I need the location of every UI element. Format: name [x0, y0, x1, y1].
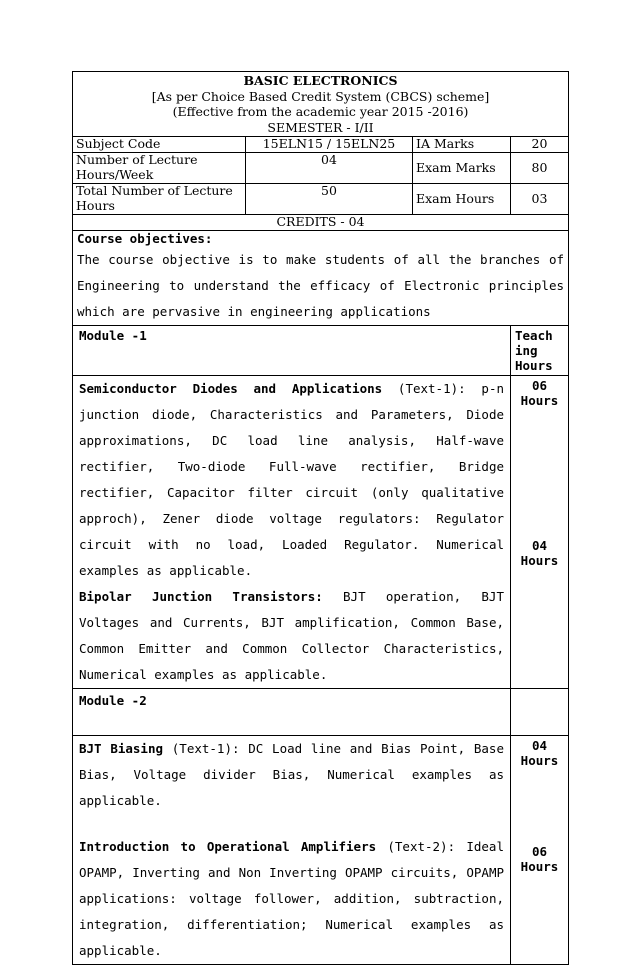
subject-code-value: 15ELN15 / 15ELN25 — [246, 137, 413, 153]
lecture-hours-value: 04 — [246, 153, 413, 184]
module1-body-row — [73, 375, 569, 688]
module1-title: Module -1 — [73, 325, 511, 375]
exam-hours-label: Exam Hours — [413, 184, 511, 215]
hours-unit: Hours — [520, 858, 559, 874]
effective-line: (Effective from the academic year 2015 -2016) — [172, 104, 469, 119]
lecture-hours-row — [73, 153, 569, 184]
topic-diodes-ref: (Text-1): — [382, 380, 482, 396]
topic-opamp-ref: (Text-2): — [376, 838, 467, 854]
exam-marks-value: 80 — [511, 153, 569, 184]
topic-diodes-title: Semiconductor Diodes and Applications — [79, 380, 383, 396]
module1-topic2-hours — [511, 538, 568, 568]
hours-number: 06 — [531, 843, 548, 859]
topic-biasing-text: (Text-1): DC Load line and Bias Point, Base Bias, Voltage divider Bias, Numerical examples as applicable. — [79, 740, 504, 808]
semester-line: SEMESTER - I/II — [267, 119, 374, 135]
exam-hours-value: 03 — [511, 184, 569, 215]
topic-diodes-text: p-n junction diode, Characteristics and Parameters, Diode approximations, DC load line analysis, Half-wave rectifier, Two-diode Full-wave rectifier, Bridge rectifier, Capacitor filter circuit (only qualitative approch), Zener diode voltage regulators: Regulator circuit with no load, Loaded Regulator. Numerical examples as applicable. — [79, 380, 504, 578]
header-row — [73, 72, 569, 137]
topic-opamp-text: Ideal OPAMP, Inverting and Non Inverting OPAMP circuits, OPAMP applications: voltage follower, addition, subtraction, integration, differentiation; Numerical examples as applicable. — [79, 838, 504, 958]
objectives-text: The course objective is to make students of all the branches of Engineering to understand the efficacy of Electronic principles which are pervasive in engineering applications — [77, 251, 564, 319]
module2-content — [73, 735, 511, 964]
exam-marks-label: Exam Marks — [413, 153, 511, 184]
credits-cell: CREDITS - 04 — [73, 215, 569, 231]
objectives-cell — [73, 230, 569, 325]
syllabus-page — [72, 71, 568, 965]
header-cell — [73, 72, 569, 137]
module2-header-row — [73, 688, 569, 735]
spacer — [79, 814, 504, 834]
hours-number: 06 — [531, 377, 548, 393]
module2-header-empty — [511, 688, 569, 735]
course-title: BASIC ELECTRONICS — [243, 73, 398, 88]
objectives-row — [73, 230, 569, 325]
topic-biasing-title: BJT Biasing — [79, 740, 164, 756]
teaching-hours-label: Teach ing Hours — [511, 325, 569, 375]
hours-unit: Hours — [520, 392, 559, 408]
module1-header-row — [73, 325, 569, 375]
hours-number: 04 — [531, 537, 548, 553]
ia-marks-value: 20 — [511, 137, 569, 153]
topic-bjt-title: Bipolar Junction Transistors: — [79, 588, 323, 604]
module2-topic2-hours — [511, 844, 568, 874]
module2-topic1-hours — [511, 738, 568, 768]
module1-hours-cell — [511, 375, 569, 688]
objectives-label: Course objectives: — [77, 230, 213, 246]
syllabus-table — [72, 71, 569, 965]
subject-code-label: Subject Code — [73, 137, 246, 153]
total-hours-label: Total Number of Lecture Hours — [73, 184, 246, 215]
total-hours-value: 50 — [246, 184, 413, 215]
ia-marks-label: IA Marks — [413, 137, 511, 153]
module1-content — [73, 375, 511, 688]
hours-unit: Hours — [520, 752, 559, 768]
credits-row — [73, 215, 569, 231]
scheme-line: [As per Choice Based Credit System (CBCS) scheme] — [151, 88, 490, 104]
module2-hours-cell — [511, 735, 569, 964]
hours-unit: Hours — [520, 552, 559, 568]
subject-code-row — [73, 137, 569, 153]
module1-topic1-hours — [511, 378, 568, 408]
module2-body-row — [73, 735, 569, 964]
module2-title: Module -2 — [73, 688, 511, 735]
lecture-hours-label: Number of Lecture Hours/Week — [73, 153, 246, 184]
total-hours-row — [73, 184, 569, 215]
topic-bjt-text: BJT operation, BJT Voltages and Currents, BJT amplification, Common Base, Common Emitter and Common Collector Characteristics, Numerical examples as applicable. — [79, 588, 504, 682]
hours-number: 04 — [531, 737, 548, 753]
topic-opamp-title: Introduction to Operational Amplifiers — [79, 838, 377, 854]
